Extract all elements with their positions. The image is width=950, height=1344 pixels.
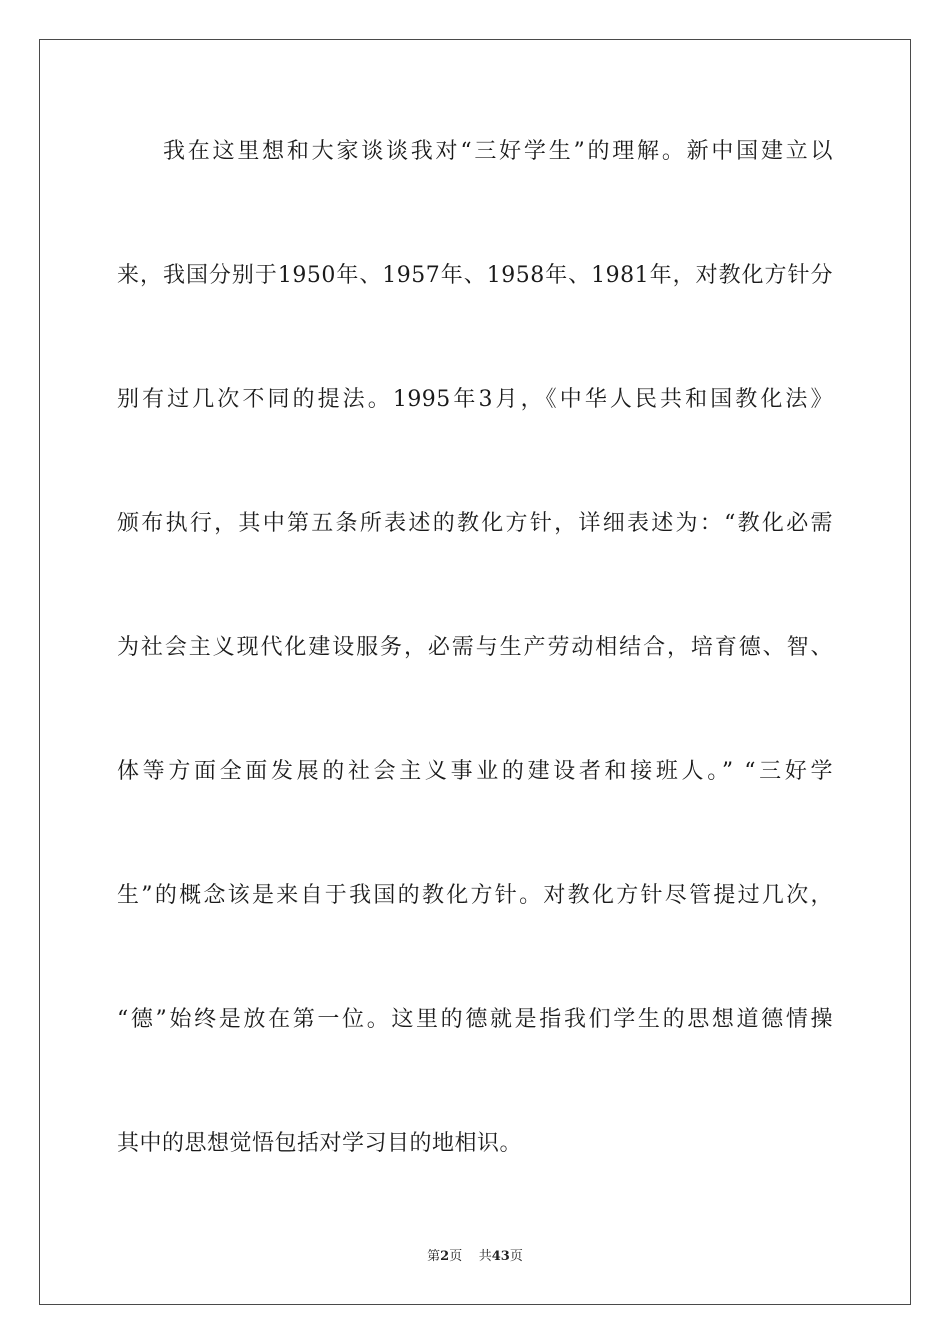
paragraph-line: 来，我国分别于1950年、1957年、1958年、1981年，对教化方针分: [117, 263, 833, 288]
paragraph-line: 颁布执行，其中第五条所表述的教化方针，详细表述为：“教化必需: [117, 511, 833, 536]
total-suffix: 页: [509, 1249, 523, 1264]
paragraph-line: 别有过几次不同的提法。1995年3月，《中华人民共和国教化法》: [117, 387, 833, 412]
paragraph-line: 其中的思想觉悟包括对学习目的地相识。: [117, 1131, 523, 1156]
page-number: 2: [440, 1249, 450, 1264]
page-prefix: 第: [427, 1249, 441, 1264]
total-prefix: 共: [478, 1249, 492, 1264]
paragraph-line: 我在这里想和大家谈谈我对“三好学生”的理解。新中国建立以: [163, 139, 833, 164]
total-pages: 43: [491, 1249, 510, 1264]
page-footer: [0, 1248, 950, 1266]
page-suffix: 页: [449, 1249, 463, 1264]
paragraph-line: 体等方面全面发展的社会主义事业的建设者和接班人。” “三好学: [117, 759, 833, 784]
paragraph-line: 为社会主义现代化建设服务，必需与生产劳动相结合，培育德、智、: [117, 635, 833, 660]
page-border: [39, 39, 911, 1305]
paragraph-line: 生”的概念该是来自于我国的教化方针。对教化方针尽管提过几次，: [117, 883, 833, 908]
paragraph-line: “德”始终是放在第一位。这里的德就是指我们学生的思想道德情操: [117, 1007, 833, 1032]
